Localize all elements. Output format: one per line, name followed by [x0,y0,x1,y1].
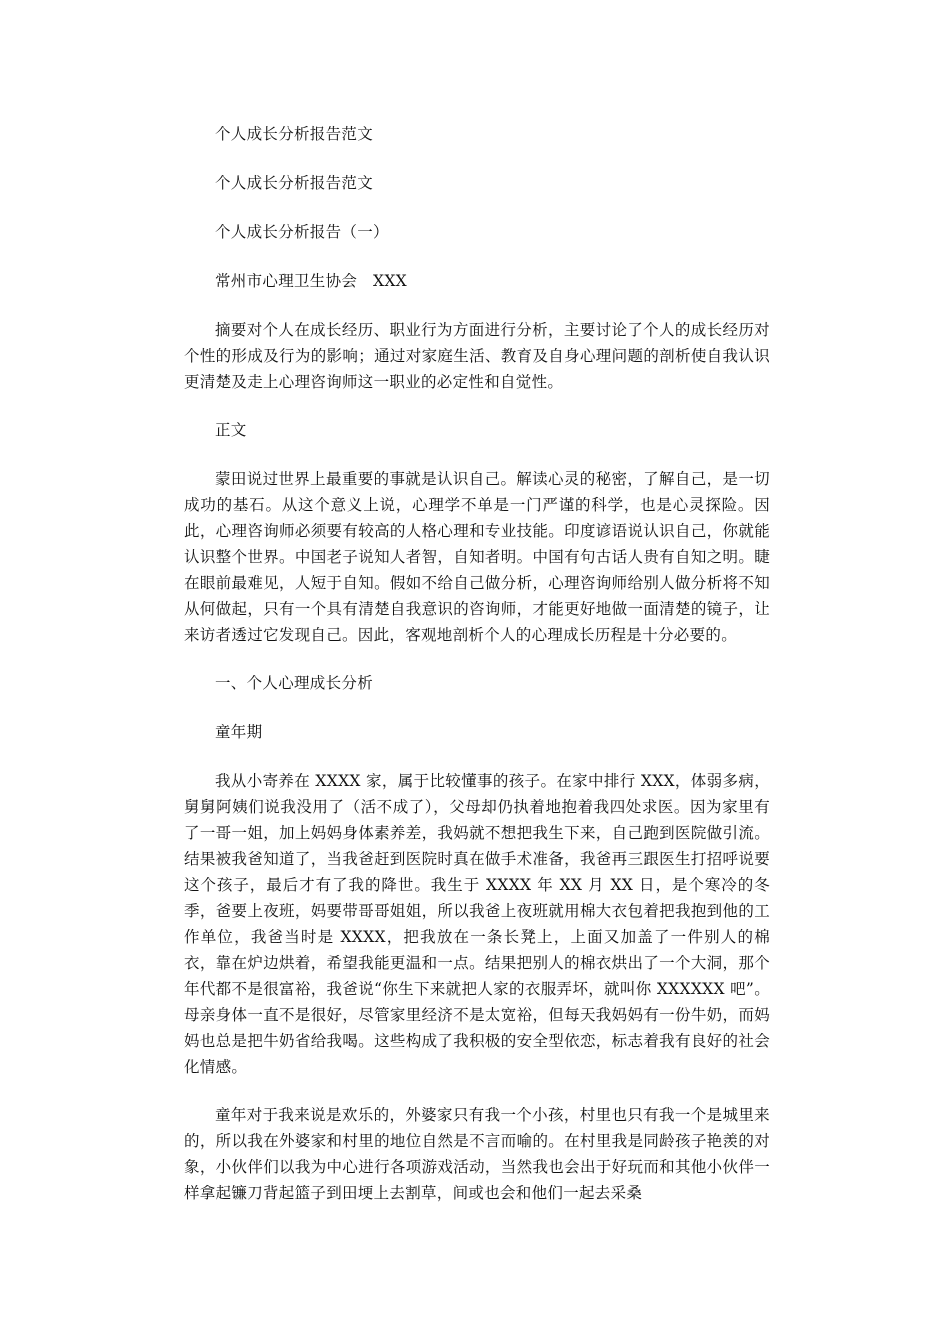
abstract-paragraph: 摘要对个人在成长经历、职业行为方面进行分析，主要讨论了个人的成长经历对个性的形成及行为的影响；通过对家庭生活、教育及自身心理问题的剖析使自我认识更清楚及走上心理咨询师这一职业的必定性和自觉性。 [184,321,770,391]
childhood-paragraph-1: 我从小寄养在 XXXX 家，属于比较懂事的孩子。在家中排行 XXX，体弱多病，舅舅阿姨们说我没用了（活不成了），父母却仍执着地抱着我四处求医。因为家里有了一哥一姐，加上妈妈身体素养差，我妈就不想把我生下来，自己跑到医院做引流。结果被我爸知道了，当我爸赶到医院时真在做手术准备，我爸再三跟医生打招呼说要这个孩子，最后才有了我的降世。我生于 XXXX 年 XX 月 XX 日，是个寒冷的冬季，爸要上夜班，妈要带哥哥姐姐，所以我爸上夜班就用棉大衣包着把我抱到他的工作单位，我爸当时是 XXXX，把我放在一条长凳上，上面又加盖了一件别人的棉衣，靠在炉边烘着，希望我能更温和一点。结果把别人的棉衣烘出了一个大洞，那个年代都不是很富裕，我爸说“你生下来就把人家的衣服弄坏，就叫你 XXXXXX 吧”。母亲身体一直不是很好，尽管家里经济不是太宽裕，但每天我妈妈有一份牛奶，而妈妈也总是把牛奶省给我喝。这些构成了我积极的安全型依恋，标志着我有良好的社会化情感。 [184,772,770,1076]
author-line: 常州市心理卫生协会 XXX [215,272,408,290]
subsection-heading: 童年期 [215,723,263,741]
document-title: 个人成长分析报告范文 [215,125,374,143]
section-heading: 一、个人心理成长分析 [215,674,374,692]
document-subtitle: 个人成长分析报告范文 [215,174,374,192]
document-body [184,121,770,1228]
intro-paragraph: 蒙田说过世界上最重要的事就是认识自己。解读心灵的秘密，了解自己，是一切成功的基石。从这个意义上说，心理学不单是一门严谨的科学，也是心灵探险。因此，心理咨询师必须要有较高的人格心理和专业技能。印度谚语说认识自己，你就能认识整个世界。中国老子说知人者智，自知者明。中国有句古话人贵有自知之明。睫在眼前最难见，人短于自知。假如不给自己做分析，心理咨询师给别人做分析将不知从何做起，只有一个具有清楚自我意识的咨询师，才能更好地做一面清楚的镜子，让来访者透过它发现自己。因此，客观地剖析个人的心理成长历程是十分必要的。 [184,470,770,644]
report-title: 个人成长分析报告（一） [215,223,389,241]
childhood-paragraph-2: 童年对于我来说是欢乐的，外婆家只有我一个小孩，村里也只有我一个是城里来的，所以我在外婆家和村里的地位自然是不言而喻的。在村里我是同龄孩子艳羡的对象，小伙伴们以我为中心进行各项游戏活动，当然我也会出于好玩而和其他小伙伴一样拿起镰刀背起篮子到田埂上去割草，间或也会和他们一起去采桑 [184,1106,770,1202]
body-heading: 正文 [215,421,247,439]
